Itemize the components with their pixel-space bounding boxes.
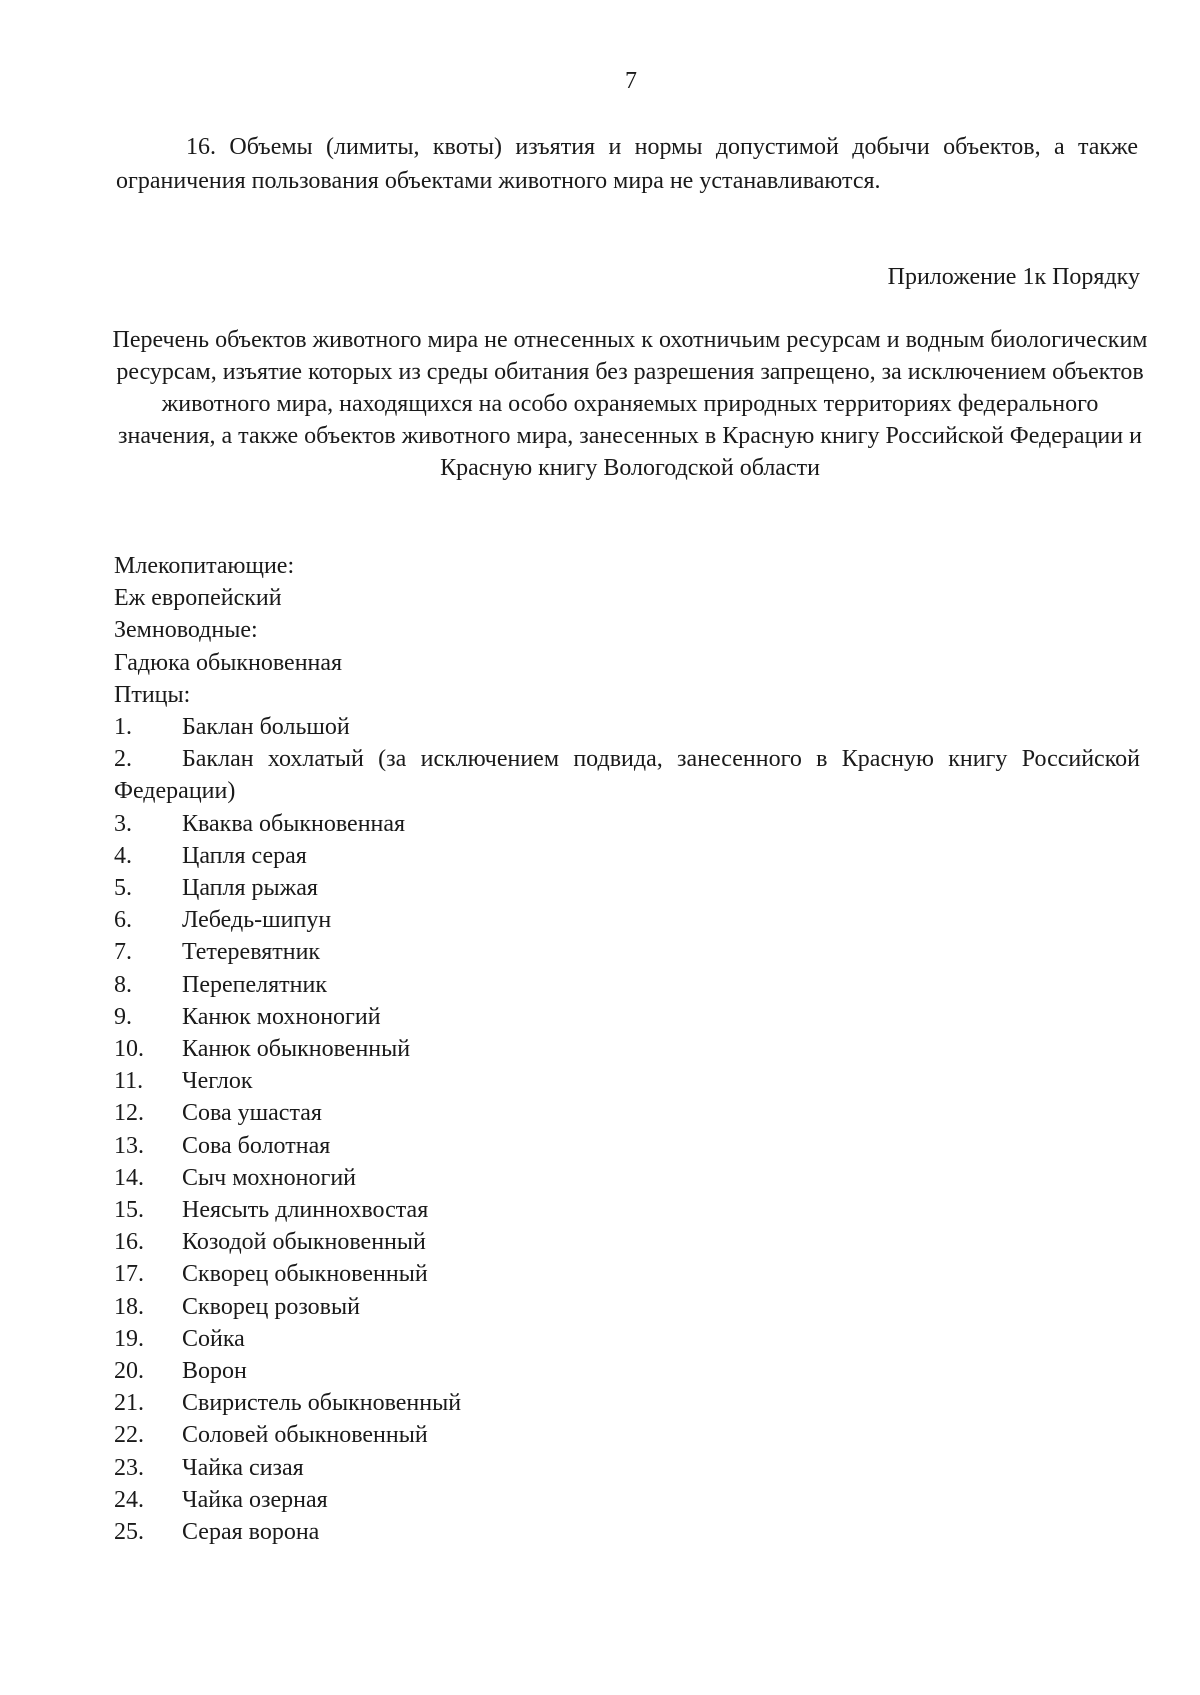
amphibians-item: Гадюка обыкновенная — [114, 649, 343, 676]
list-item — [114, 872, 1140, 904]
list-item — [114, 1323, 1140, 1355]
appendix-label: Приложение 1к Порядку — [887, 264, 1140, 290]
list-item-number: 9. — [114, 1003, 132, 1030]
list-item-name: Серая ворона — [182, 1519, 320, 1546]
list-item — [114, 1258, 1140, 1290]
list-item-number: 13. — [114, 1132, 144, 1159]
list-item-name: Сойка — [182, 1325, 245, 1352]
mammals-item: Еж европейский — [114, 585, 282, 612]
list-item-number: 18. — [114, 1293, 144, 1320]
list-item-name: Лебедь-шипун — [182, 907, 332, 934]
list-item-number: 6. — [114, 907, 132, 934]
list-item-name: Сыч мохноногий — [182, 1164, 357, 1191]
list-item — [114, 1001, 1140, 1033]
list-item — [114, 1130, 1140, 1162]
list-item — [114, 1033, 1140, 1065]
birds-label: Птицы: — [114, 681, 191, 708]
list-item-name: Кваква обыкновенная — [182, 810, 406, 837]
list-item — [114, 1194, 1140, 1226]
list-item-number: 5. — [114, 875, 132, 902]
list-item — [114, 743, 1140, 807]
list-item-number: 12. — [114, 1100, 144, 1127]
list-item-name: Канюк мохноногий — [182, 1003, 381, 1030]
list-item-number: 4. — [114, 842, 132, 869]
list-item-name: Цапля серая — [182, 842, 307, 869]
list-item-name: Скворец розовый — [182, 1293, 360, 1320]
list-item — [114, 1419, 1140, 1451]
list-item-number: 1. — [114, 714, 132, 741]
list-item-name: Чайка озерная — [182, 1486, 328, 1513]
list-item — [114, 1097, 1140, 1129]
list-item — [114, 1226, 1140, 1258]
list-item-number: 2. — [114, 746, 132, 773]
page-number: 7 — [625, 68, 637, 94]
list-item-number: 7. — [114, 939, 132, 966]
list-item — [114, 904, 1140, 936]
mammals-label: Млекопитающие: — [114, 553, 295, 579]
list-item-number: 16. — [114, 1229, 144, 1256]
list-item — [114, 1516, 1140, 1548]
list-item-number: 24. — [114, 1486, 144, 1513]
paragraph-16: 16. Объемы (лимиты, квоты) изъятия и нормы допустимой добычи объектов, а также ограничения пользования объектами животного мира не устанавливаются. — [116, 134, 1138, 194]
list-item-number: 3. — [114, 810, 132, 837]
list-title: Перечень объектов животного мира не отнесенных к охотничьим ресурсам и водным биологическим ресурсам, изъятие которых из среды обитания без разрешения запрещено, за исключением объектов животного мира, находящихся на особо охраняемых природных территориях федерального значения, а также объектов животного мира, занесенных в Красную книгу Российской Федерации и Красную книгу Вологодской области — [112, 327, 1148, 481]
list-item — [114, 1387, 1140, 1419]
list-item-name: Цапля рыжая — [182, 875, 318, 902]
list-item-name: Соловей обыкновенный — [182, 1422, 428, 1449]
list-item-name: Сова ушастая — [182, 1100, 322, 1127]
list-item-name: Скворец обыкновенный — [182, 1261, 428, 1288]
list-item-name: Баклан хохлатый (за исключением подвида, занесенного в Красную книгу Российской Федерации) — [114, 746, 1140, 805]
list-item-number: 20. — [114, 1358, 144, 1385]
list-item-number: 22. — [114, 1422, 144, 1449]
list-item-number: 10. — [114, 1036, 144, 1063]
list-item-name: Сова болотная — [182, 1132, 331, 1159]
list-item-number: 15. — [114, 1197, 144, 1224]
list-item — [114, 1065, 1140, 1097]
list-item — [114, 1355, 1140, 1387]
list-item-name: Свиристель обыкновенный — [182, 1390, 462, 1417]
list-item-name: Чайка сизая — [182, 1454, 304, 1481]
list-item-name: Тетеревятник — [182, 939, 321, 966]
list-item-number: 23. — [114, 1454, 144, 1481]
list-item-name: Чеглок — [182, 1068, 253, 1095]
list-item-name: Перепелятник — [182, 971, 327, 998]
list-item-name: Козодой обыкновенный — [182, 1229, 426, 1256]
list-item-number: 17. — [114, 1261, 144, 1288]
list-item-number: 11. — [114, 1068, 144, 1095]
list-item — [114, 1291, 1140, 1323]
species-list — [114, 550, 1140, 1548]
list-item-number: 14. — [114, 1164, 144, 1191]
list-item-name: Неясыть длиннохвостая — [182, 1197, 429, 1224]
list-item — [114, 808, 1140, 840]
list-item-number: 25. — [114, 1519, 144, 1546]
list-item-number: 21. — [114, 1390, 144, 1417]
list-item — [114, 840, 1140, 872]
list-item-name: Баклан большой — [182, 714, 350, 741]
list-item-number: 19. — [114, 1325, 144, 1352]
list-item — [114, 1452, 1140, 1484]
list-item — [114, 969, 1140, 1001]
list-item — [114, 1484, 1140, 1516]
list-item-number: 8. — [114, 971, 132, 998]
amphibians-label: Земноводные: — [114, 617, 258, 644]
list-item — [114, 711, 1140, 743]
list-item-name: Ворон — [182, 1358, 247, 1385]
list-item-name: Канюк обыкновенный — [182, 1036, 411, 1063]
list-item — [114, 1162, 1140, 1194]
list-item — [114, 936, 1140, 968]
